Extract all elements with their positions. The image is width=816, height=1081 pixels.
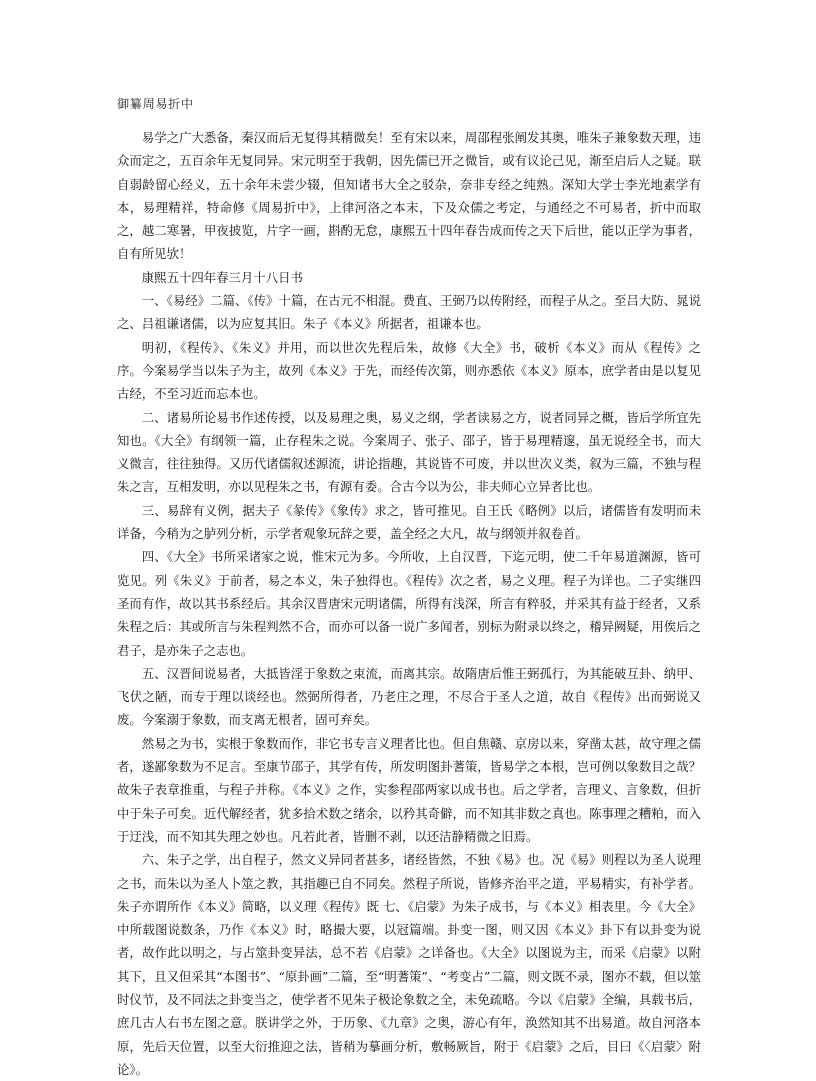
paragraph-4: 明初，《程传》、《朱义》并用，而以世次先程后朱，故修《大全》书，破析《本义》而从《程传》之序。今案易学当以朱子为主，故列《本义》于先，而经传次第，则亦悉依《本义》原本，庶学者由是以复见古经，不至习近而忘本也。	[117, 339, 701, 402]
paragraph-5-section-two: 二、诸易所论易书作述传授，以及易理之奥，易义之纲，学者读易之方，说者同异之概，皆后学所宜先知也。《大全》有纲领一篇，止存程朱之说。今案周子、张子、邵子，皆于易理精邃，虽无说经全书，而大义微言，往往独得。又历代诸儒叙述源流，讲论指趣，其说皆不可废，并以世次义类，叙为三篇，不独与程朱之言，互相发明，亦以见程朱之书，有源有委。合古今以为公，非夫师心立异者比也。	[117, 409, 701, 495]
paragraph-1: 易学之广大悉备，秦汉而后无复得其精微矣！至有宋以来，周邵程张阐发其奥，唯朱子兼象数天理，违众而定之，五百余年无复同异。宋元明至于我朝，因先儒已开之微旨，或有议论己见，渐至启后人之疑。联自弱龄留心经义，五十余年未尝少辍，但知诸书大全之驳杂，奈非专经之纯熟。深知大学士李光地素学有本，易理精祥，特命修《周易折中》，上律河洛之本末，下及众儒之考定，与通经之不可易者，折中而取之，越二寒暑，甲夜披览，片字一画，斟酌无怠，康熙五十四年春告成而传之天下后世，能以正学为事者，自有所见欤！	[117, 130, 701, 262]
paragraph-6-section-three: 三、易辞有义例，据夫子《彖传》《象传》求之，皆可推见。自王氏《略例》以后，诸儒皆有发明而未详备，今稍为之胪列分析，示学者观象玩辞之要，盖全经之大凡，故与纲领并叙卷首。	[117, 502, 701, 542]
paragraph-2-date: 康熙五十四年春三月十八日书	[141, 269, 303, 285]
document-content	[117, 96, 701, 1081]
paragraph-7-section-four: 四、《大全》书所采诸家之说，惟宋元为多。今所收，上自汉晋，下迄元明，使二千年易道渊源，皆可览见。列《朱义》于前者，易之本义，朱子独得也。《程传》次之者，易之义理。程子为详也。二子实继四圣而有作，故以其书系经后。其余汉晋唐宋元明诸儒，所得有浅深，所言有粹驳，并采其有益于经者，又系朱程之后：其或所言与朱程判然不合，而亦可以备一说广多闻者，别标为附录以终之，稽异阙疑，用俟后之君子，是亦朱子之志也。	[117, 549, 701, 658]
paragraph-3-section-one: 一、《易经》二篇、《传》十篇，在古元不相混。费直、王弼乃以传附经，而程子从之。至吕大防、晁说之、吕祖谦诸儒，以为应复其旧。朱子《本义》所据者，祖谦本也。	[117, 293, 701, 332]
paragraph-10-section-six: 六、朱子之学，出自程子，然文义异同者甚多，诸经皆然，不独《易》也。况《易》则程以为圣人说理之书，而朱以为圣人卜筮之教，其指趣已自不同矣。然程子所说，皆修齐治平之道，平易精实，有补学者。朱子亦谓所作《本义》简略，以义理《程传》既 七、《启蒙》为朱子成书，与《本义》相表里。今《大全》中所载图说数条，乃作《本义》时，略撮大要，以冠篇端。卦变一图，则又因《本义》卦下有以卦变为说者，故作此以明之，与占筮卦变异法，总不若《启蒙》之详备也。《大全》以图说为主，而采《启蒙》以附其下，且又但采其“本图书”、“原卦画”二篇，至“明蓍策”、“考变占”二篇，则文既不录，图亦不载，但以筮时仪节，及不同法之卦变当之，使学者不见朱子极论象数之全，未免疏略。今以《启蒙》全编，具载书后，庶几古人右书左图之意。朕讲学之外，于历象、《九章》之奥，游心有年，涣然知其不出易道。故自河洛本原，先后天位置，以至大衍推迎之法，皆稍为摹画分析，敷畅厥旨，附于《启蒙》之后，目曰《〈启蒙〉附论》。	[117, 852, 701, 1077]
paragraph-8-section-five: 五、汉晋间说易者，大抵皆淫于象数之束流，而离其宗。故隋唐后惟王弼孤行，为其能破互卦、纳甲、飞伏之陋，而专于理以谈经也。然弼所得者，乃老庄之理，不尽合于圣人之道，故自《程传》出而弼说又废。今案溺于象数，而支离无根者，固可弃矣。	[117, 665, 701, 728]
paragraph-9: 然易之为书，实根于象数而作，非它书专言义理者比也。但自焦赣、京房以来，穿凿太甚，故守理之儒者，遂鄙象数为不足言。至康节邵子，其学有传，所发明图卦蓍策，皆易学之本根，岂可例以象数目之哉？故朱子表章推重，与程子并称。《本义》之作，实参程邵两家以成书也。后之学者，言理义、言象数，但折中于朱子可矣。近代解经者，犹多拾术数之绪余，以矜其奇僻，而不知其非数之真也。陈事理之糟粕，而入于迂浅，而不知其失理之妙也。凡若此者，皆删不剥，以还洁静精微之旧焉。	[117, 735, 701, 844]
document-title: 御纂周易折中	[117, 97, 194, 111]
